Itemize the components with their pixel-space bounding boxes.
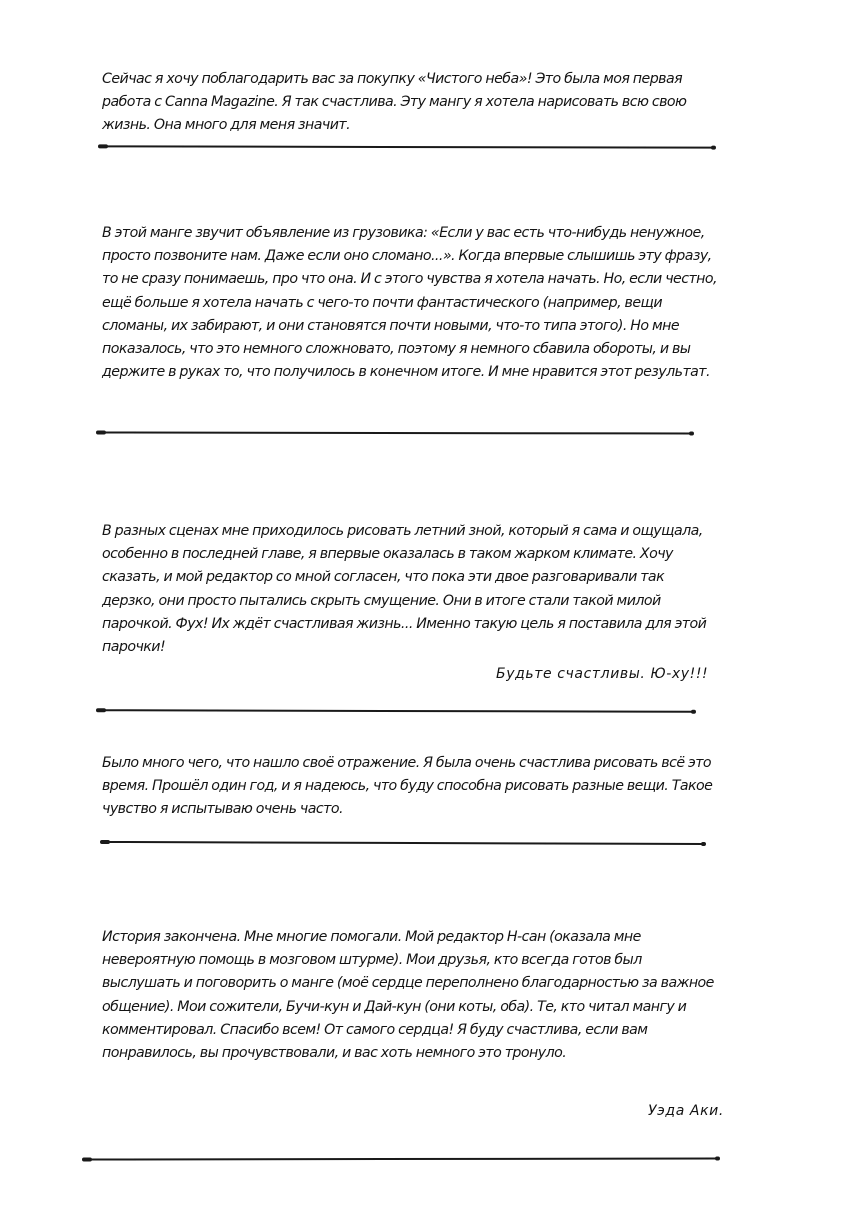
divider-line-4	[104, 841, 704, 845]
paragraph-acknowledgements: История закончена. Мне многие помогали. Мой редактор Н-сан (оказала мне невероятную помощь в мозговом штурме). Мои друзья, кто всегда готов был выслушать и поговорить о манге (моё сердце переполнено благодарностью за важное общение). Мои сожители, Бучи-кун и Дай-кун (они коты, оба). Те, кто читал мангу и комментировал. Спасибо всем! От самого сердца! Я буду счастлива, если вам понравилось, вы прочувствовали, и вас хоть немного это тронуло.	[102, 929, 714, 1062]
author-signature: Уэда Аки.	[648, 1103, 724, 1119]
divider-line-1	[102, 145, 714, 148]
signoff-be-happy: Будьте счастливы. Ю-ху!!!	[496, 666, 709, 682]
divider-line-5	[86, 1157, 718, 1160]
paragraph-reflection: Было много чего, что нашло своё отражение. Я была очень счастлива рисовать всё это время. Прошёл один год, и я надеюсь, что буду способна рисовать разные вещи. Такое чувство я испытываю очень часто.	[102, 755, 713, 818]
divider-line-2	[100, 431, 692, 434]
paragraph-thanks: Сейчас я хочу поблагодарить вас за покупку «Чистого неба»! Это была моя первая работа с Canna Magazine. Я так счастлива. Эту мангу я хотела нарисовать всю свою жизнь. Она много для меня значит.	[102, 71, 687, 134]
divider-line-3	[100, 709, 694, 713]
paragraph-summer-heat: В разных сценах мне приходилось рисовать летний зной, который я сама и ощущала, особенно в последней главе, я впервые оказалась в таком жарком климате. Хочу сказать, и мой редактор со мной согласен, что пока эти двое разговаривали так дерзко, они просто пытались скрыть смущение. Они в итоге стали такой милой парочкой. Фух! Их ждёт счастливая жизнь... Именно такую цель я поставила для этой парочки!	[102, 523, 707, 656]
paragraph-announcement: В этой манге звучит объявление из грузовика: «Если у вас есть что-нибудь ненужное, просто позвоните нам. Даже если оно сломано...». Когда впервые слышишь эту фразу, то не сразу понимаешь, про что она. И с этого чувства я хотела начать. Но, если честно, ещё больше я хотела начать с чего-то почти фантастического (например, вещи сломаны, их забирают, и они становятся почти новыми, что-то типа этого). Но мне показалось, что это немного сложновато, поэтому я немного сбавила обороты, и вы держите в руках то, что получилось в конечном итоге. И мне нравится этот результат.	[102, 225, 717, 381]
